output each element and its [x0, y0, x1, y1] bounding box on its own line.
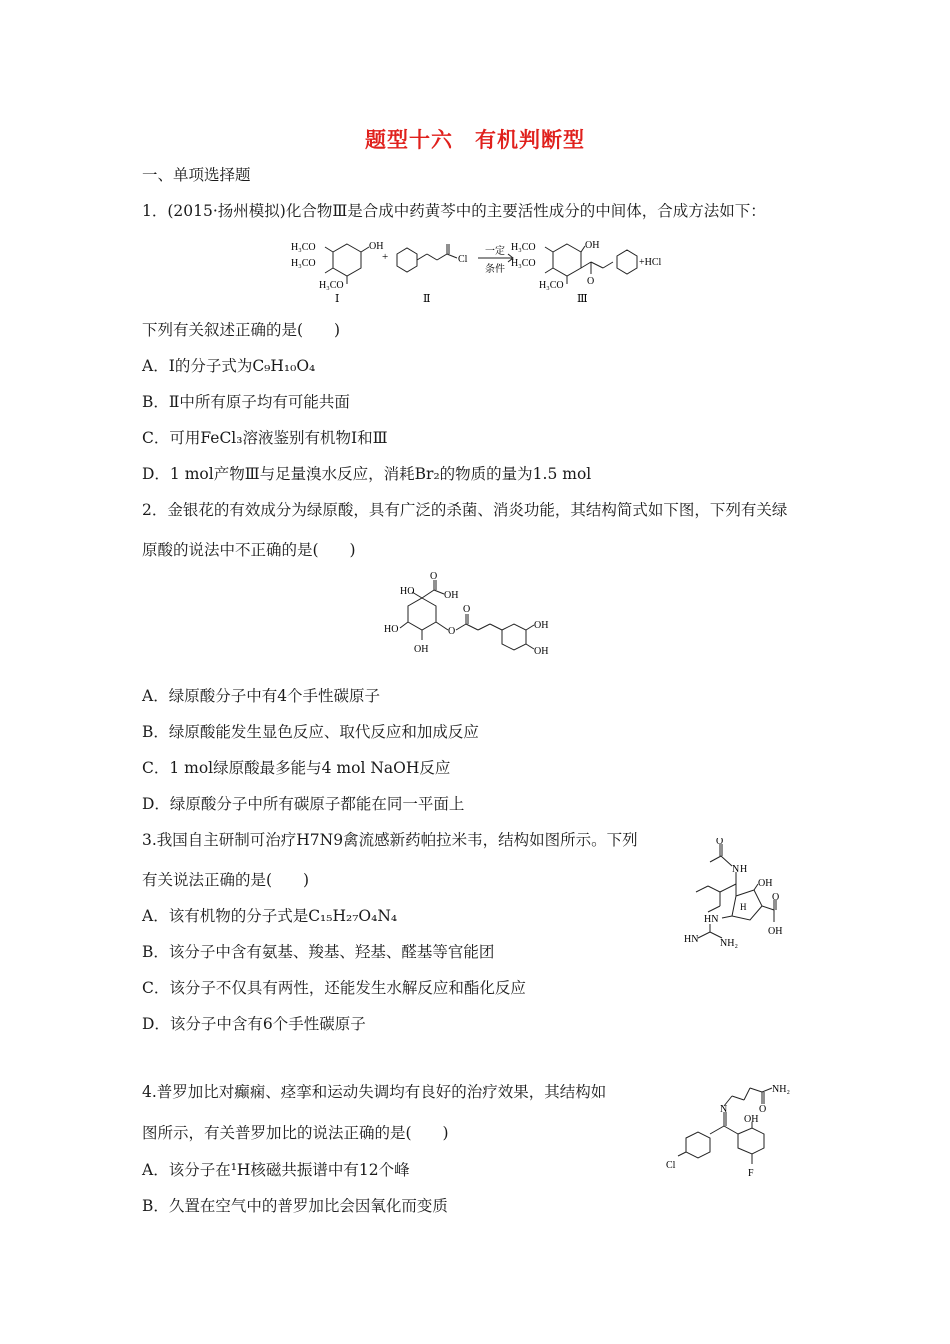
q1-option-d: D．1 mol产物Ⅲ与足量溴水反应，消耗Br₂的物质的量为1.5 mol: [142, 465, 592, 483]
q4-option-a: A．该分子在¹H核磁共振谱中有12个峰: [142, 1161, 410, 1179]
q3-n: N: [732, 864, 740, 875]
q4-f: F: [748, 1168, 754, 1179]
q1-h3co-3: H₃CO: [319, 280, 344, 291]
q1-reaction-scheme: [285, 232, 685, 307]
q1-cl: Cl: [458, 254, 468, 265]
q1-plus: +: [382, 251, 389, 263]
q3-option-c: C．该分子不仅具有两性，还能发生水解反应和酯化反应: [142, 979, 526, 997]
q2-ho2: HO: [384, 624, 399, 635]
q1-h3co-1: H₃CO: [291, 242, 316, 253]
q1-oh: OH: [369, 241, 384, 252]
q2-oh4: OH: [534, 646, 549, 657]
q3-h2: H: [740, 902, 747, 912]
q3-oh1: OH: [758, 878, 773, 889]
q1-label-I: Ⅰ: [335, 293, 340, 305]
q2-option-b: B．绿原酸能发生显色反应、取代反应和加成反应: [142, 723, 479, 741]
q1-arrow-top: 一定: [485, 246, 505, 257]
page-title: 题型十六 有机判断型: [365, 127, 585, 152]
q2-oh3: OH: [534, 620, 549, 631]
q3-stem-line2: 有关说法正确的是( ): [142, 871, 310, 889]
q1-option-b: B．Ⅱ中所有原子均有可能共面: [142, 393, 350, 411]
q2-chlorogenic-acid-structure: [378, 570, 578, 670]
q4-cl: Cl: [666, 1160, 676, 1171]
q1-option-c: C．可用FeCl₃溶液鉴别有机物Ⅰ和Ⅲ: [142, 429, 388, 447]
q1-label-II: Ⅱ: [423, 293, 431, 305]
q3-h: H: [740, 864, 748, 875]
q3-stem-line1: 3.我国自主研制可治疗H7N9禽流感新药帕拉米韦，结构如图所示。下列: [142, 831, 638, 849]
q1-p-h3co-3: H₃CO: [539, 280, 564, 291]
q2-option-d: D．绿原酸分子中所有碳原子都能在同一平面上: [142, 795, 465, 813]
q2-o1: O: [430, 571, 438, 582]
q2-option-c: C．1 mol绿原酸最多能与4 mol NaOH反应: [142, 759, 451, 777]
q1-stem: 1．(2015·扬州模拟)化合物Ⅲ是合成中药黄芩中的主要活性成分的中间体，合成方法如下：: [142, 202, 766, 220]
q2-o3: O: [463, 604, 471, 615]
q2-ho1: HO: [400, 586, 415, 597]
q2-oh1: OH: [444, 590, 459, 601]
q1-p-h3co-1: H₃CO: [511, 242, 536, 253]
q2-option-a: A．绿原酸分子中有4个手性碳原子: [142, 687, 381, 705]
q2-o2: O: [448, 626, 456, 637]
q3-hn2: HN: [684, 934, 699, 945]
q2-oh2: OH: [414, 644, 429, 655]
q4-nh2: NH₂: [772, 1084, 790, 1095]
q4-oh: OH: [744, 1114, 759, 1125]
q3-hn: HN: [704, 914, 719, 925]
q1-arrow-bottom: 条件: [485, 264, 505, 275]
q4-n: N: [720, 1104, 728, 1115]
q3-option-d: D．该分子中含有6个手性碳原子: [142, 1015, 366, 1033]
q3-o2: O: [772, 892, 780, 903]
q1-option-a: A．Ⅰ的分子式为C₉H₁₀O₄: [142, 357, 316, 375]
q3-o1: O: [716, 838, 724, 847]
q1-p-h3co-2: H₃CO: [511, 258, 536, 269]
q1-h3co-2: H₃CO: [291, 258, 316, 269]
q4-stem-line2: 图所示，有关普罗加比的说法正确的是( ): [142, 1124, 449, 1142]
section-heading: 一、单项选择题: [142, 166, 251, 184]
q4-o: O: [759, 1104, 767, 1115]
q3-option-a: A．该有机物的分子式是C₁₅H₂₇O₄N₄: [142, 907, 398, 925]
q1-ask: 下列有关叙述正确的是( ): [142, 321, 341, 339]
q1-label-III: Ⅲ: [577, 293, 588, 305]
q3-peramivir-structure: [670, 838, 810, 954]
q1-p-oh: OH: [585, 240, 600, 251]
q2-stem-line1: 2．金银花的有效成分为绿原酸，具有广泛的杀菌、消炎功能，其结构简式如下图，下列有关绿: [142, 501, 788, 519]
q4-stem-line1: 4.普罗加比对癫痫、痉挛和运动失调均有良好的治疗效果，其结构如: [142, 1083, 607, 1101]
q4-progabide-structure: [664, 1070, 804, 1190]
q3-oh2: OH: [768, 926, 783, 937]
q3-option-b: B．该分子中含有氨基、羧基、羟基、醛基等官能团: [142, 943, 495, 961]
q1-hcl: +HCl: [639, 257, 662, 268]
q2-stem-line2: 原酸的说法中不正确的是( ): [142, 541, 356, 559]
q1-p-o: O: [587, 276, 595, 287]
q3-nh2: NH₂: [720, 938, 738, 949]
q4-option-b: B．久置在空气中的普罗加比会因氧化而变质: [142, 1197, 448, 1215]
